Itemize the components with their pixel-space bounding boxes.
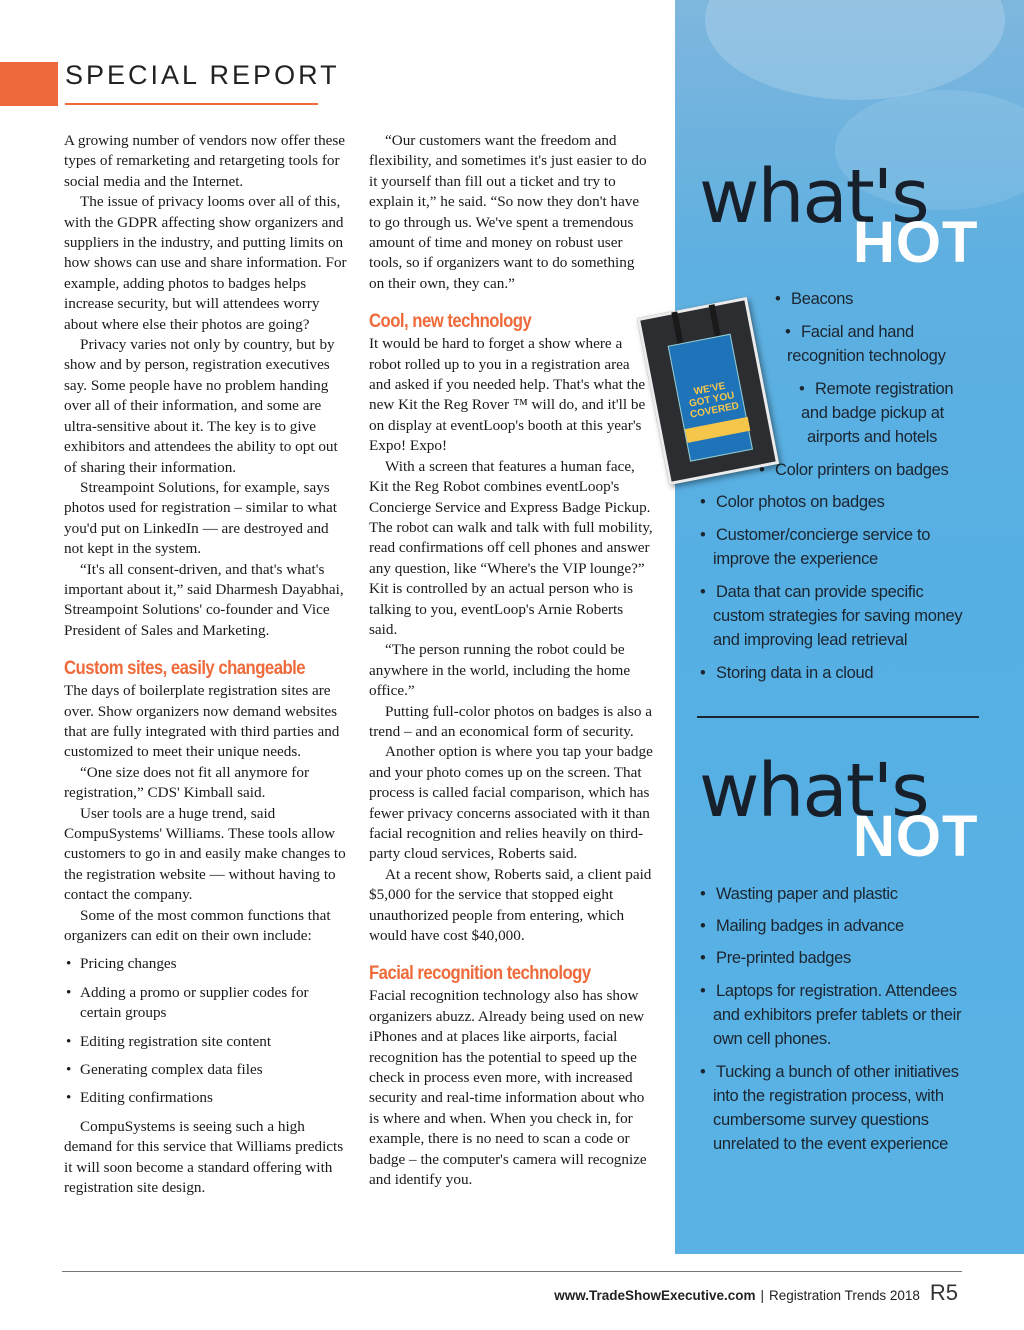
list-item: • Editing registration site content [64, 1032, 347, 1052]
footer-url[interactable]: www.TradeShowExecutive.com [554, 1288, 756, 1303]
bullet-icon: • [700, 982, 706, 1000]
bullet-icon: • [700, 917, 706, 935]
paragraph: At a recent show, Roberts said, a client paid $5,000 for the service that stopped eight unauthorized people from entering, which would have cost $40,000. [369, 865, 652, 945]
bullet-icon: • [700, 1063, 706, 1081]
not-item-line: Pre-printed badges [716, 949, 851, 967]
not-item-line: unrelated to the event experience [713, 1135, 949, 1153]
badge-text: WE'VE GOT YOU COVERED [688, 380, 740, 421]
badge-card [668, 334, 753, 462]
hot-item-line: Data that can provide specific [716, 583, 924, 601]
not-item-line: Tucking a bunch of other initiatives [716, 1063, 959, 1081]
trends-sidebar [675, 0, 1024, 1254]
subheading: Custom sites, easily changeable [64, 658, 306, 680]
paragraph: Streampoint Solutions, for example, says photos used for registration – similar to what you'd put on LinkedIn — are destroyed and not kept in the system. [64, 478, 337, 558]
hot-item-line: and badge pickup at [801, 404, 944, 422]
not-heading: NOT [853, 804, 979, 869]
bullet-icon: • [785, 323, 791, 341]
bullet-icon: • [700, 885, 706, 903]
hot-item-line: Customer/concierge service to [716, 526, 931, 544]
whats-not-prefix: what's [699, 748, 928, 834]
bullet-icon: • [775, 290, 781, 308]
subheading: Cool, new technology [369, 311, 532, 333]
list-item: • Adding a promo or supplier codes for certain groups [64, 983, 347, 1024]
hot-item-line: Remote registration [815, 380, 954, 398]
paragraph: Facial recognition technology also has show organizers abuzz. Already being used on new iPhones and at places like airports, facial recognition has the potential to speed up the check in process even more, with increased security and real-time information about who is where and when. When you check in, for example, there is no need to scan a code or badge – the computer's camera will recognize and identify you. [369, 987, 647, 1189]
hot-item-line: Color photos on badges [716, 493, 885, 511]
paragraph: Putting full-color photos on badges is also a trend – and an economical form of security. [369, 702, 653, 740]
paragraph: It would be hard to forget a show where a robot rolled up to you in a registration area and asked if you needed help. That's what the new Kit the Reg Rover ™ will do, and it'll be on display at eventLoop's booth at this year's Expo! Expo! [369, 335, 646, 455]
paragraph: “The person running the robot could be anywhere in the world, including the home office.” [369, 641, 631, 700]
not-item-line: cumbersome survey questions [713, 1111, 929, 1129]
paragraph: Some of the most common functions that organizers can edit on their own include: [64, 906, 331, 945]
bullet-icon: • [700, 526, 706, 544]
paragraph: Another option is where you tap your badge and your photo comes up on the screen. That process is called facial comparison, which has fewer privacy concerns associated with it than facial recognition and relies heavily on third-party cloud services, Roberts said. [369, 743, 653, 863]
footer-rule [62, 1271, 962, 1272]
bullet-icon: • [700, 493, 706, 511]
page-footer [554, 1280, 958, 1306]
bullet-icon: • [700, 949, 706, 967]
not-item-line: Laptops for registration. Attendees [716, 982, 957, 1000]
page-number: R5 [929, 1280, 958, 1305]
not-item-line: Mailing badges in advance [716, 917, 904, 935]
paragraph: A growing number of vendors now offer these types of remarketing and retargeting tools for social media and the Internet. [64, 132, 346, 190]
article-column-2 [369, 131, 653, 1191]
bullet-icon: • [700, 583, 706, 601]
subheading: Facial recognition technology [369, 963, 591, 985]
paragraph: Privacy varies not only by country, but by show and by person, registration executives say. Some people have no problem handing over all of their information, and some are ultra-sensitive about it. The key is to give exhibitors and attendees the ability to opt out of sharing their information. [64, 336, 338, 476]
paragraph: “It's all consent-driven, and that's what's important about it,” said Dharmesh Dayabhai, Streampoint Solutions' co-founder and Vice President of Sales and Marketing. [64, 560, 344, 639]
hot-item-line: custom strategies for saving money [713, 607, 963, 625]
paragraph: “Our customers want the freedom and flexibility, and sometimes it's just easier to do it yourself than fill out a ticket and try to explain it,” he said. “So now they don't have to go through us. We've spent a tremendous amount of time and money on robust user tools, so if organizers want to do something on their own, they can.” [369, 132, 647, 292]
sidebar-divider [697, 716, 979, 718]
not-item-line: own cell phones. [713, 1030, 832, 1048]
paragraph: The days of boilerplate registration sites are over. Show organizers now demand websites that are fully integrated with third parties and customized to meet their unique needs. [64, 682, 340, 761]
not-item-line: into the registration process, with [713, 1087, 944, 1105]
whats-hot-prefix: what's [699, 154, 928, 240]
hot-item-line: recognition technology [787, 347, 946, 365]
bullet-list [64, 954, 347, 1108]
list-item: • Editing confirmations [64, 1088, 347, 1108]
section-title: SPECIAL REPORT [65, 60, 340, 90]
paragraph: “One size does not fit all anymore for registration,” CDS' Kimball said. [64, 763, 309, 802]
article-column-1 [64, 131, 347, 1199]
hot-item-line: airports and hotels [807, 428, 938, 446]
hot-item-line: Facial and hand [801, 323, 914, 341]
hot-item-line: Storing data in a cloud [716, 664, 874, 682]
list-item: • Pricing changes [64, 954, 347, 974]
bullet-icon: • [700, 664, 706, 682]
bullet-icon: • [799, 380, 805, 398]
background-glow [705, 0, 1005, 100]
paragraph: CompuSystems is seeing such a high demand for this service that Williams predicts it will soon become a standard offering with registration site design. [64, 1117, 344, 1197]
accent-block [0, 62, 58, 106]
badge-stripe [685, 417, 750, 443]
footer-publication: Registration Trends 2018 [769, 1288, 920, 1303]
hot-heading: HOT [853, 210, 979, 275]
paragraph: The issue of privacy looms over all of this, with the GDPR affecting show organizers and suppliers in the industry, and putting limits on how shows can use and share information. For example, adding photos to badges helps increase security, but will attendees worry about where else their photos are going? [64, 193, 347, 333]
title-rule [65, 103, 318, 105]
not-item-line: and exhibitors prefer tablets or their [713, 1006, 962, 1024]
paragraph: With a screen that features a human face, Kit the Reg Robot combines eventLoop's Concierge Service and Express Badge Pickup. The robot can walk and talk with full mobility, read confirmations off cell phones and answer any question, like “Where's the VIP lounge?” Kit is controlled by an actual person who is talking to you, eventLoop's Arnie Roberts said. [369, 457, 653, 638]
not-item-line: Wasting paper and plastic [716, 885, 898, 903]
hot-item-line: and improving lead retrieval [713, 631, 908, 649]
bullet-icon: • [759, 461, 765, 479]
hot-item-line: Beacons [791, 290, 854, 308]
paragraph: User tools are a huge trend, said CompuSystems' Williams. These tools allow customers to go in and easily make changes to the registration website — without having to contact the company. [64, 804, 346, 904]
hot-item-line: improve the experience [713, 550, 878, 568]
list-item: • Generating complex data files [64, 1060, 347, 1080]
hot-item-line: Color printers on badges [775, 461, 949, 479]
footer-separator: | [760, 1288, 765, 1303]
